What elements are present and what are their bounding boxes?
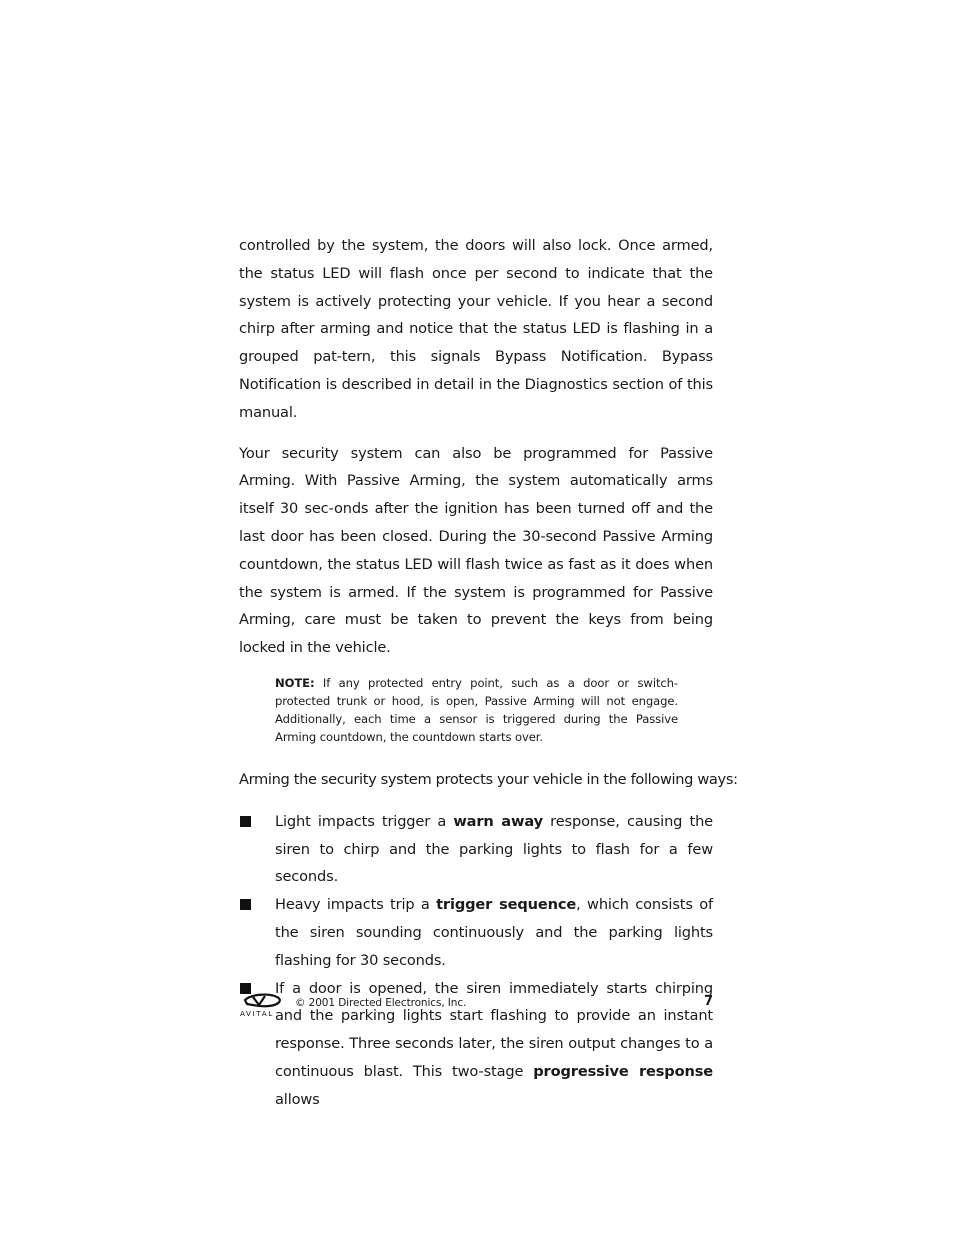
list-item-keyword: warn away xyxy=(453,812,543,830)
logo-wordmark: AVITAL xyxy=(240,1009,274,1018)
list-item-text: response, causing the siren to chirp and the parking lights to flash for a few seconds. xyxy=(275,812,713,886)
list-item-text: allows xyxy=(275,1090,320,1108)
page-footer xyxy=(239,992,713,1018)
copyright-notice: © 2001 Directed Electronics, Inc. xyxy=(295,997,467,1009)
page-content xyxy=(239,232,738,1114)
note-label: NOTE: xyxy=(275,675,315,690)
note-block xyxy=(275,674,678,746)
paragraph-passive-arming: Your security system can also be programmed for Passive Arming. With Passive Arming, the system automatically arms itself 30 sec-onds after the ignition has been turned off and the last door has been closed. During the 30-second Passive Arming countdown, the status LED will flash twice as fast as it does when the system is armed. If the system is programmed for Passive Arming, care must be taken to prevent the keys from being locked in the vehicle. xyxy=(239,444,713,657)
list-item-keyword: trigger sequence xyxy=(436,896,577,914)
list-item-text: If a door is opened, the siren immediately starts chirping and the parking lights start flashing to provide an instant response. Three seconds later, the siren output changes to a continuous blast. This two-stage xyxy=(275,979,713,1080)
square-bullet-icon xyxy=(240,816,251,827)
list-item-text: Light impacts trigger a xyxy=(275,812,454,830)
list-item-text: Heavy impacts trip a xyxy=(275,896,437,914)
list-item-keyword: progressive response xyxy=(533,1062,713,1080)
square-bullet-icon xyxy=(240,899,251,910)
list-item xyxy=(239,808,713,891)
paragraph-arming-status: controlled by the system, the doors will also lock. Once armed, the status LED will flash once per second to indicate that the system is actively protecting your vehicle. If you hear a second chirp after arming and notice that the status LED is flashing in a grouped pat-tern, this signals Bypass Notification. Bypass Notification is described in detail in the Diagnostics section of this manual. xyxy=(239,237,713,421)
arming-ways-intro: Arming the security system protects your vehicle in the following ways: xyxy=(239,770,738,788)
arming-ways-list xyxy=(239,808,713,1114)
page-number: 7 xyxy=(703,994,713,1009)
list-item-text: , which consists of the siren sounding continuously and the parking lights flashing for 30 seconds. xyxy=(275,896,713,969)
list-item xyxy=(239,891,713,974)
avital-logo-icon xyxy=(239,992,285,1018)
note-text: If any protected entry point, such as a door or switch-protected trunk or hood, is open, Passive Arming will not engage. Additionally, each time a sensor is triggered during the Passive Arming countdown, the countdown starts over. xyxy=(275,675,678,744)
